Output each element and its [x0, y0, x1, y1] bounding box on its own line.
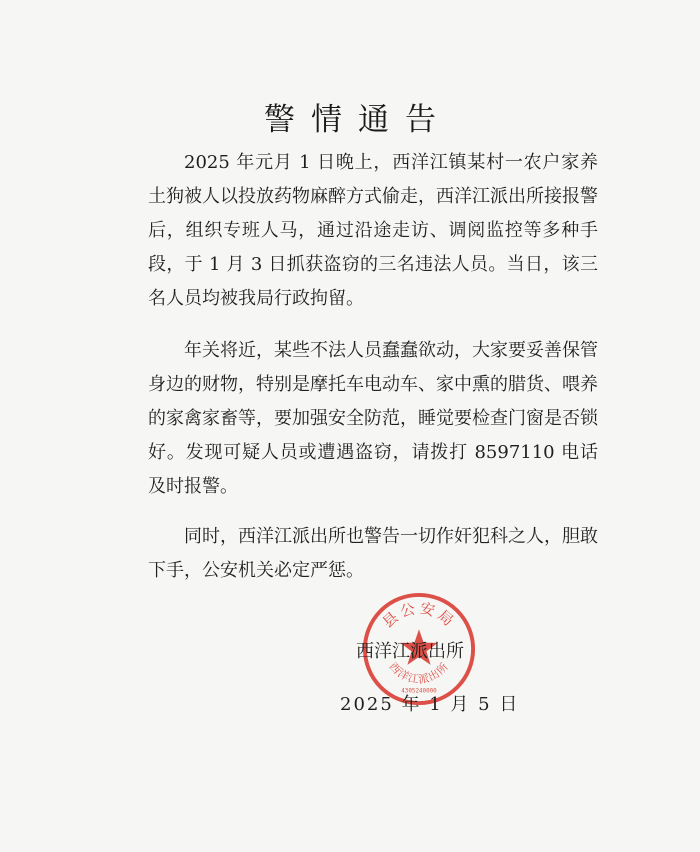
signature-issuer: 西洋江派出所: [356, 641, 464, 662]
signature-date: 2025 年 1 月 5 日: [340, 694, 520, 715]
seal-number: 4305240000: [401, 688, 437, 695]
notice-body: [148, 146, 598, 604]
paragraph-1: 2025 年元月 1 日晚上，西洋江镇某村一农户家养土狗被人以投放药物麻醉方式偷走，西洋江派出所接报警后，组织专班人马，通过沿途走访、调阅监控等多种手段，于 1 月 3 日抓获盗窃的三名违法人员。当日，该三名人员均被我局行政拘留。: [148, 152, 598, 309]
paragraph-2: 年关将近，某些不法人员蠢蠢欲动，大家要妥善保管身边的财物，特别是摩托车电动车、家中熏的腊货、喂养的家禽家畜等，要加强安全防范，睡觉要检查门窗是否锁好。发现可疑人员或遭遇盗窃，请拨打 8597110 电话及时报警。: [148, 340, 598, 497]
seal-top-text: 县公安局: [379, 599, 459, 632]
seal-bottom-text: 西洋江派出所: [386, 659, 452, 687]
notice-title: 警情通告: [264, 102, 452, 138]
paragraph-3: 同时，西洋江派出所也警告一切作奸犯科之人，胆敢下手，公安机关必定严惩。: [148, 526, 598, 581]
